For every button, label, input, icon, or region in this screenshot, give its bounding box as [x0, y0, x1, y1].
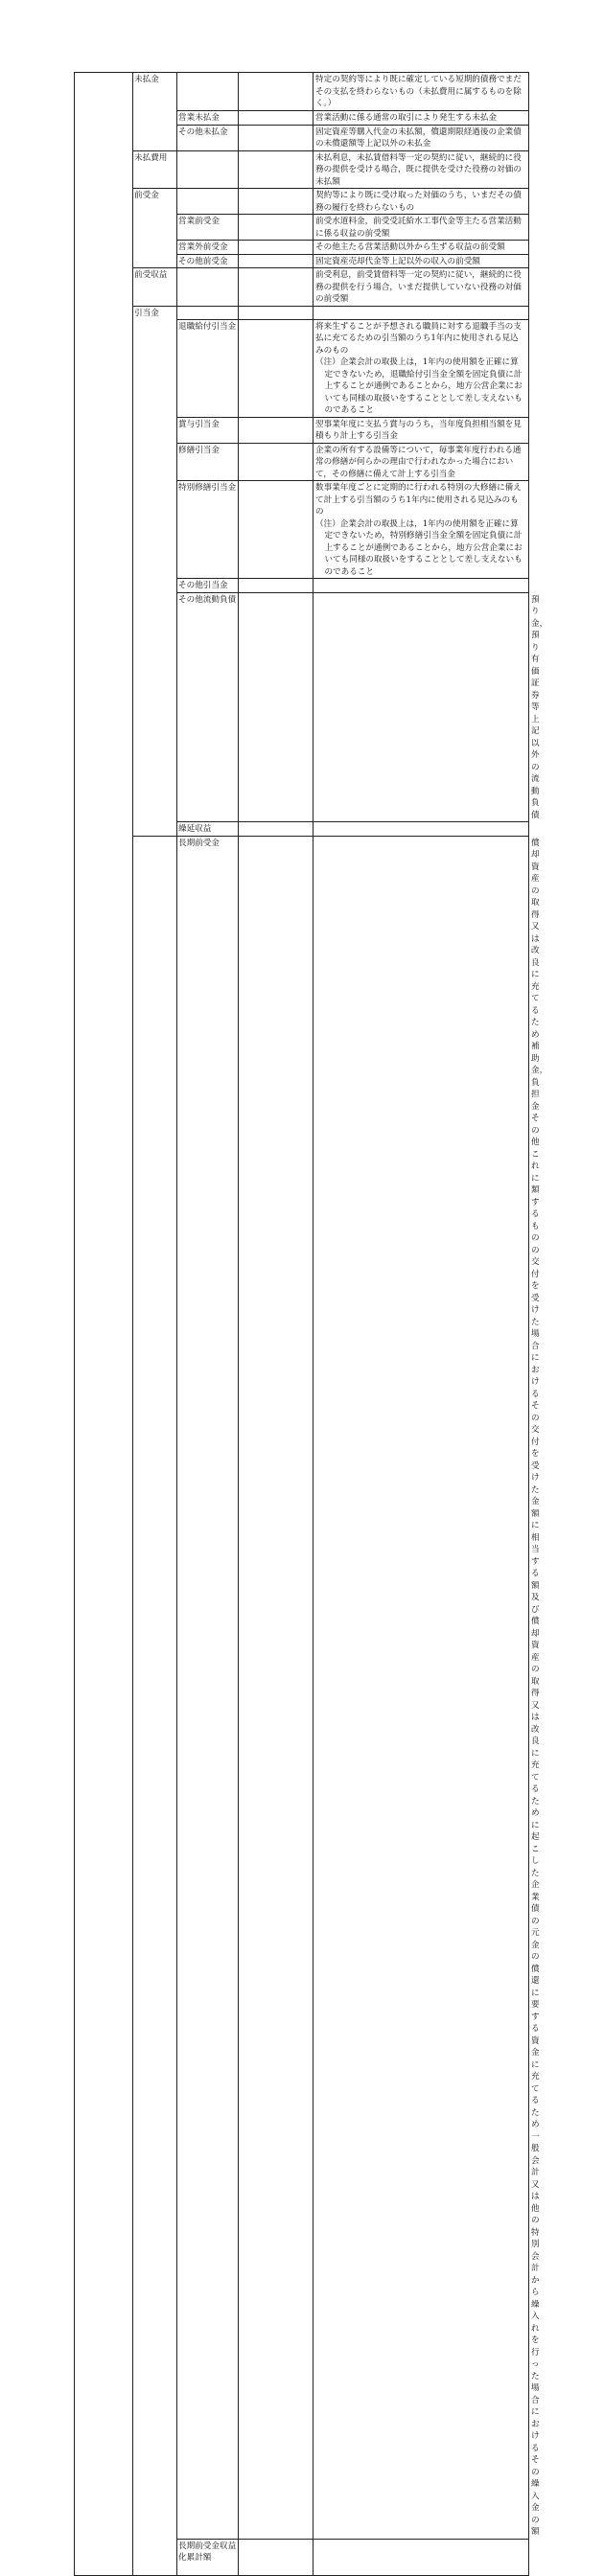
- table-row: [75, 319, 529, 417]
- description-text: 将来生ずることが予想される職員に対する退職手当の支払に充てるための引当額のうち1年内に使用される見込みのもの: [315, 321, 522, 356]
- account-description: [314, 319, 529, 417]
- empty-cell: [239, 579, 314, 593]
- account-description: 固定資産等購入代金の未払額，償還期限経過後の企業債の未償還額等上記以外の未払金: [314, 125, 529, 150]
- sub-account-name: 退職給付引当金: [177, 319, 239, 417]
- account-description: 未払利息，未払賃借料等一定の契約に従い，継続的に役務の提供を受ける場合，既に提供を受けた役務の対価の未払額: [314, 150, 529, 189]
- table-row: [75, 73, 529, 111]
- account-description: 契約等により既に受け取った対価のうち，いまだその債務の履行を終わらないもの: [314, 189, 529, 215]
- empty-cell: [239, 2539, 314, 2575]
- empty-cell: [314, 579, 529, 593]
- empty-cell: [239, 125, 314, 150]
- empty-cell: [75, 73, 133, 2576]
- empty-cell: [239, 417, 314, 443]
- table-row: [75, 150, 529, 189]
- empty-cell: [177, 150, 239, 189]
- account-description: 営業活動に係る通常の取引により発生する未払金: [314, 111, 529, 126]
- sub-account-name: その他引当金: [177, 579, 239, 593]
- empty-cell: [239, 189, 314, 215]
- account-description: 固定資産売却代金等上記以外の収入の前受額: [314, 254, 529, 268]
- sub-account-name: 特別修繕引当金: [177, 481, 239, 579]
- account-table: [74, 72, 548, 2576]
- account-name: 前受収益: [133, 268, 177, 307]
- empty-cell: [177, 306, 239, 319]
- description-text: 数事業年度ごとに定期的に行われる特別の大修繕に備えて計上する引当額のうち1年内に使用される見込みのもの: [315, 483, 522, 517]
- empty-cell: [239, 254, 314, 268]
- empty-cell: [239, 241, 314, 255]
- account-description: 前受利息，前受賃借料等一定の契約に従い，継続的に役務の提供を行う場合，いまだ提供していない役務の対価の前受額: [314, 268, 529, 307]
- description-note: （注）企業会計の取扱上は，1年内の使用額を正確に算定できないため，特別修繕引当金全額を固定負債に計上することが通例であることから，地方公営企業においても同様の取扱いをすることとして差し支えないものであること: [315, 518, 523, 577]
- account-description: 企業の所有する設備等について，毎事業年度行われる通常の修繕が何らかの理由で行われなかった場合において，その修繕に備えて計上する引当金: [314, 443, 529, 481]
- empty-cell: [314, 306, 529, 319]
- empty-cell: [133, 836, 177, 2575]
- sub-account-name: 修繕引当金: [177, 443, 239, 481]
- empty-cell: [177, 268, 239, 307]
- sub-account-name: その他前受金: [177, 254, 239, 268]
- sub-account-name: その他未払金: [177, 125, 239, 150]
- empty-cell: [239, 268, 314, 307]
- category-name: 繰延収益: [177, 822, 239, 837]
- empty-cell: [239, 306, 314, 319]
- account-name: 長期前受金: [177, 836, 239, 2539]
- account-description: 特定の契約等により既に確定している短期的債務でまだその支払を終わらないもの（未払費用に属するものを除く。）: [314, 73, 529, 111]
- table-row: [75, 306, 529, 319]
- empty-cell: [314, 822, 529, 837]
- table-row: [75, 268, 529, 307]
- table-row: その他流動負債 預り金，預り有価証券等上記以外の流動負債: [75, 592, 529, 822]
- empty-cell: [239, 319, 314, 417]
- account-name: 長期前受金収益化累計額: [177, 2539, 239, 2575]
- sub-account-name: 賞与引当金: [177, 417, 239, 443]
- table-row: [75, 189, 529, 215]
- empty-cell: [314, 836, 529, 2539]
- empty-cell: [177, 189, 239, 215]
- empty-cell: [239, 443, 314, 481]
- empty-cell: [239, 592, 314, 822]
- sub-account-name: 営業外前受金: [177, 241, 239, 255]
- empty-cell: [239, 215, 314, 241]
- account-description: [314, 481, 529, 579]
- sub-account-name: 営業前受金: [177, 215, 239, 241]
- account-description: 翌事業年度に支払う賞与のうち，当年度負担相当額を見積もり計上する引当金: [314, 417, 529, 443]
- account-name: 引当金: [133, 306, 177, 319]
- account-name: 前受金: [133, 189, 177, 268]
- empty-cell: [314, 592, 529, 822]
- empty-cell: [239, 111, 314, 126]
- sub-account-name: 営業未払金: [177, 111, 239, 126]
- empty-cell: [239, 481, 314, 579]
- account-name: 未払費用: [133, 150, 177, 189]
- empty-cell: [239, 150, 314, 189]
- description-note: （注）企業会計の取扱上は，1年内の使用額を正確に算定できないため，退職給付引当金全額を固定負債に計上することが通例であることから，地方公営企業においても同様の取扱いをすることとして差し支えないものであること: [315, 357, 523, 415]
- account-description: その他主たる営業活動以外から生ずる収益の前受額: [314, 241, 529, 255]
- empty-cell: [177, 73, 239, 111]
- account-description: 前受水道料金，前受受託給水工事代金等主たる営業活動に係る収益の前受額: [314, 215, 529, 241]
- empty-cell: [133, 319, 177, 836]
- empty-cell: [239, 836, 314, 2539]
- empty-cell: [239, 73, 314, 111]
- empty-cell: [239, 822, 314, 837]
- empty-cell: [314, 2539, 529, 2575]
- account-name: 未払金: [133, 73, 177, 151]
- table-row: 長期前受金 償却資産の取得又は改良に充てるため補助金，負担金その他これに類するものの交付を受けた場合におけるその交付を受けた金額に相当する額及び償却資産の取得又は改良に充てるために起こした企業債の元金の償還に要する資金に充てるため一般会計又は他の特別会計から繰入れを行った場合におけるその繰入金の額: [75, 836, 529, 2539]
- account-name: その他流動負債: [177, 592, 239, 822]
